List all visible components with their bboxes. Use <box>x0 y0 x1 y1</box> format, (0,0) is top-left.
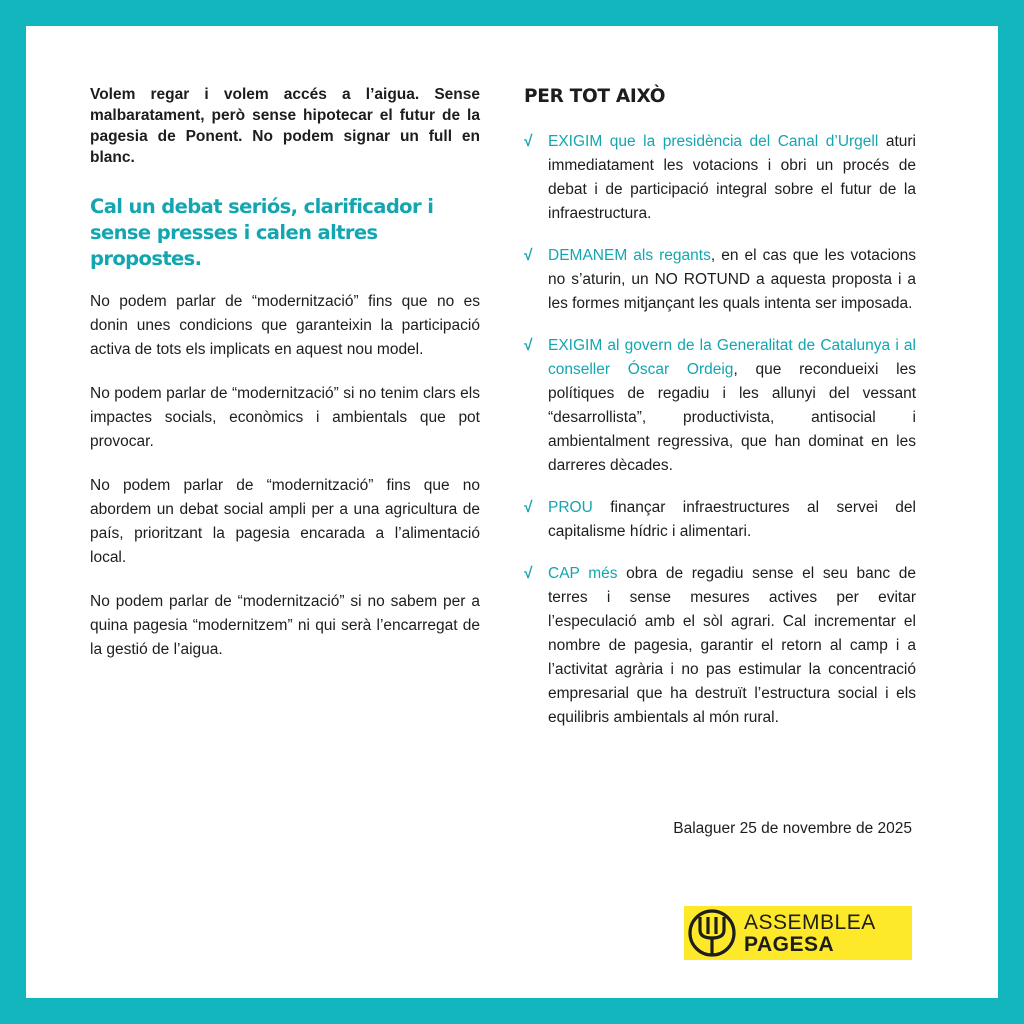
check-icon: √ <box>524 133 533 150</box>
demand-text: finançar infraestructures al servei del capitalisme hídric i alimentari. <box>548 499 916 540</box>
check-icon: √ <box>524 247 533 264</box>
paragraph: No podem parlar de “modernització” si no sabem per a quina pagesia “modernitzem” ni qui serà l’encarregat de la gestió de l’aigua. <box>90 593 480 658</box>
right-column <box>524 84 916 730</box>
paragraph: No podem parlar de “modernització” fins que no es donin unes condicions que garanteixin la participació activa de tots els implicats en aquest nou model. <box>90 293 480 358</box>
demand-item <box>524 496 916 544</box>
demand-highlight: EXIGIM que la presidència del Canal d’Urgell <box>548 133 879 150</box>
demand-text: , que recondueixi les polítiques de regadiu i les allunyi del vessant “desarrollista”, productivista, antisocial i ambientalment regressiva, que han dominat en les darreres dècades. <box>548 361 916 474</box>
demand-item <box>524 244 916 316</box>
demand-highlight: PROU <box>548 499 593 516</box>
demand-item <box>524 334 916 478</box>
date-line: Balaguer 25 de novembre de 2025 <box>673 820 912 837</box>
demand-item <box>524 130 916 226</box>
logo-text-line1: ASSEMBLEA <box>744 911 876 934</box>
logo-text-line2: PAGESA <box>744 933 835 956</box>
left-column <box>90 84 480 662</box>
demand-highlight: EXIGIM al govern de la Generalitat de Catalunya i al conseller Óscar Ordeig <box>548 337 916 378</box>
section-title: PER TOT AIXÒ <box>524 86 666 107</box>
demand-highlight: DEMANEM als regants <box>548 247 711 264</box>
page <box>26 26 998 998</box>
paragraph: No podem parlar de “modernització” si no tenim clars els impactes socials, econòmics i ambientals que pot provocar. <box>90 385 480 450</box>
demand-text: aturi immediatament les votacions i obri un procés de debat i de participació integral sobre el futur de la infraestructura. <box>548 133 916 222</box>
pitchfork-icon <box>686 908 738 958</box>
demand-text: obra de regadiu sense el seu banc de terres i sense mesures actives per evitar l’especulació amb el sòl agrari. Cal incrementar el nombre de pagesia, garantir el retorn al camp i a l’activitat agrària i no pas estimular la concentració empresarial que ha destruït l’estructura social i els equilibris ambientals al món rural. <box>548 565 916 726</box>
assemblea-pagesa-logo <box>684 906 912 960</box>
paragraph: No podem parlar de “modernització” fins que no abordem un debat social ampli per a una agricultura de país, prioritzant la pagesia encarada a l’alimentació local. <box>90 477 480 566</box>
subheading: Cal un debat seriós, clarificador i sense presses i calen altres propostes. <box>90 195 434 270</box>
demand-item <box>524 562 916 730</box>
demand-text: , en el cas que les votacions no s’aturin, un NO ROTUND a aquesta proposta i a les formes mitjançant les quals intenta ser imposada. <box>548 247 916 312</box>
check-icon: √ <box>524 499 533 516</box>
demand-highlight: CAP més <box>548 565 618 582</box>
check-icon: √ <box>524 565 533 582</box>
check-icon: √ <box>524 337 533 354</box>
intro-text: Volem regar i volem accés a l’aigua. Sense malbaratament, però sense hipotecar el futur de la pagesia de Ponent. No podem signar un full en blanc. <box>90 86 480 166</box>
